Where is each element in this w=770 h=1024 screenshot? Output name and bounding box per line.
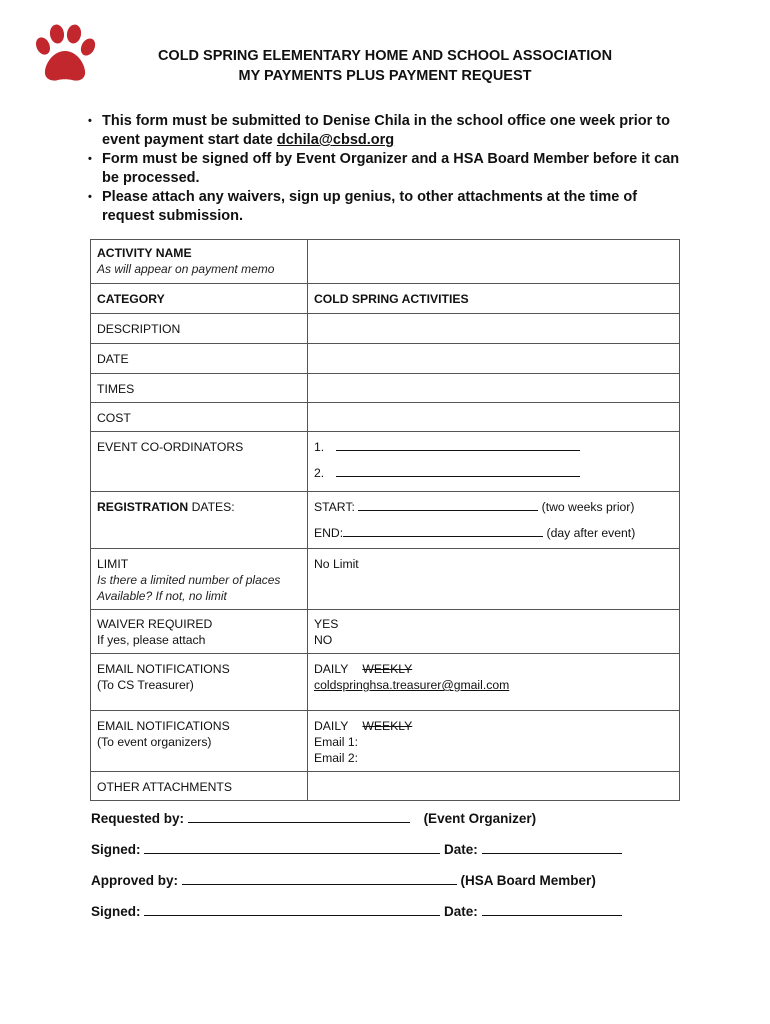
- limit-label: LIMIT: [97, 557, 129, 571]
- registration-end-line[interactable]: [314, 525, 673, 541]
- waiver-options: [308, 610, 680, 654]
- attachments-label: OTHER ATTACHMENTS: [91, 772, 308, 801]
- email-cs-label-cell: [91, 654, 308, 711]
- activity-label-cell: [91, 240, 308, 284]
- table-row: [91, 374, 680, 403]
- table-row: [91, 284, 680, 314]
- email-org-daily-option[interactable]: DAILY: [314, 719, 349, 733]
- instructions-list: [88, 112, 688, 226]
- treasurer-email-link[interactable]: coldspringhsa.treasurer@gmail.com: [314, 678, 510, 692]
- date-label-2: Date:: [444, 904, 478, 919]
- date-label: DATE: [91, 344, 308, 374]
- waiver-yes-option[interactable]: YES: [314, 617, 339, 631]
- date-field[interactable]: [308, 344, 680, 374]
- requested-by-line[interactable]: [188, 810, 410, 823]
- signed-row-2: [91, 903, 622, 919]
- email-org-label-cell: [91, 711, 308, 772]
- table-row: [91, 403, 680, 432]
- signed-line-2[interactable]: [144, 903, 440, 916]
- payment-request-table: [90, 239, 680, 801]
- coordinator-line-2[interactable]: [314, 465, 673, 481]
- table-row: [91, 772, 680, 801]
- table-row: [91, 654, 680, 711]
- date-line-1[interactable]: [482, 841, 622, 854]
- coordinator-line-1[interactable]: [314, 439, 673, 455]
- requested-by-note: (Event Organizer): [423, 811, 537, 826]
- email-org-line-2[interactable]: Email 2:: [314, 751, 359, 765]
- registration-label-rest: DATES:: [188, 500, 235, 514]
- times-field[interactable]: [308, 374, 680, 403]
- description-label: DESCRIPTION: [91, 314, 308, 344]
- cost-label: COST: [91, 403, 308, 432]
- limit-hint-1: Is there a limited number of places: [97, 573, 281, 587]
- requested-by-row: [91, 810, 536, 826]
- table-row: [91, 610, 680, 654]
- paw-print-icon: [34, 24, 96, 84]
- waiver-label: WAIVER REQUIRED: [97, 617, 213, 631]
- email-org-label: EMAIL NOTIFICATIONS: [97, 719, 230, 733]
- date-line-2[interactable]: [482, 903, 622, 916]
- table-row: [91, 432, 680, 492]
- registration-field[interactable]: [308, 492, 680, 549]
- start-note: (two weeks prior): [541, 500, 635, 514]
- waiver-no-option[interactable]: NO: [314, 633, 333, 647]
- coordinator-1-number: 1.: [314, 440, 325, 454]
- coordinator-2-number: 2.: [314, 466, 325, 480]
- coordinators-label: EVENT CO-ORDINATORS: [91, 432, 308, 492]
- signed-label-2: Signed:: [91, 904, 141, 919]
- approved-by-note: (HSA Board Member): [460, 873, 596, 888]
- instruction-item: • Please attach any waivers, sign up genius, to other attachments at the time of request submission.: [88, 188, 688, 226]
- table-row: [91, 240, 680, 284]
- email-cs-daily-option[interactable]: DAILY: [314, 662, 349, 676]
- category-label: CATEGORY: [91, 284, 308, 314]
- attachments-field[interactable]: [308, 772, 680, 801]
- table-row: [91, 492, 680, 549]
- limit-label-cell: [91, 549, 308, 610]
- signed-label-1: Signed:: [91, 842, 141, 857]
- date-label-1: Date:: [444, 842, 478, 857]
- email-cs-label: EMAIL NOTIFICATIONS: [97, 662, 230, 676]
- activity-name-label: ACTIVITY NAME: [97, 246, 192, 260]
- limit-value[interactable]: No Limit: [308, 549, 680, 610]
- approved-by-line[interactable]: [182, 872, 457, 885]
- end-note: (day after event): [546, 526, 636, 540]
- approved-by-row: [91, 872, 596, 888]
- description-field[interactable]: [308, 314, 680, 344]
- signed-row-1: [91, 841, 622, 857]
- email-org-weekly-option[interactable]: WEEKLY: [362, 719, 413, 733]
- category-value[interactable]: COLD SPRING ACTIVITIES: [308, 284, 680, 314]
- form-title: [100, 46, 670, 86]
- approved-by-label: Approved by:: [91, 873, 179, 888]
- table-row: [91, 344, 680, 374]
- table-row: [91, 711, 680, 772]
- email-cs-hint: (To CS Treasurer): [97, 678, 194, 692]
- limit-hint-2: Available? If not, no limit: [97, 589, 227, 603]
- email-org-line-1[interactable]: Email 1:: [314, 735, 359, 749]
- waiver-hint: If yes, please attach: [97, 633, 206, 647]
- requested-by-label: Requested by:: [91, 811, 185, 826]
- end-label: END:: [314, 526, 344, 540]
- times-label: TIMES: [91, 374, 308, 403]
- email-cs-options: [308, 654, 680, 711]
- registration-start-line[interactable]: [314, 499, 673, 515]
- email-cs-weekly-option[interactable]: WEEKLY: [362, 662, 413, 676]
- instruction-item: • Form must be signed off by Event Organizer and a HSA Board Member before it can be processed.: [88, 150, 688, 188]
- registration-label-bold: REGISTRATION: [97, 500, 189, 514]
- start-label: START:: [314, 500, 355, 514]
- coordinators-field[interactable]: [308, 432, 680, 492]
- title-line-1: COLD SPRING ELEMENTARY HOME AND SCHOOL ASSOCIATION: [157, 48, 613, 64]
- email-org-options: [308, 711, 680, 772]
- instruction-item: [88, 112, 688, 150]
- email-org-hint: (To event organizers): [97, 735, 212, 749]
- instruction-text: This form must be submitted to Denise Chila in the school office one week prior to event payment start date: [102, 113, 670, 148]
- activity-name-hint: As will appear on payment memo: [97, 262, 275, 276]
- table-row: [91, 549, 680, 610]
- waiver-label-cell: [91, 610, 308, 654]
- registration-label: [91, 492, 308, 549]
- signed-line-1[interactable]: [144, 841, 440, 854]
- table-row: [91, 314, 680, 344]
- activity-name-field[interactable]: [308, 240, 680, 284]
- cost-field[interactable]: [308, 403, 680, 432]
- title-line-2: MY PAYMENTS PLUS PAYMENT REQUEST: [238, 68, 532, 84]
- office-email-link[interactable]: dchila@cbsd.org: [276, 132, 395, 148]
